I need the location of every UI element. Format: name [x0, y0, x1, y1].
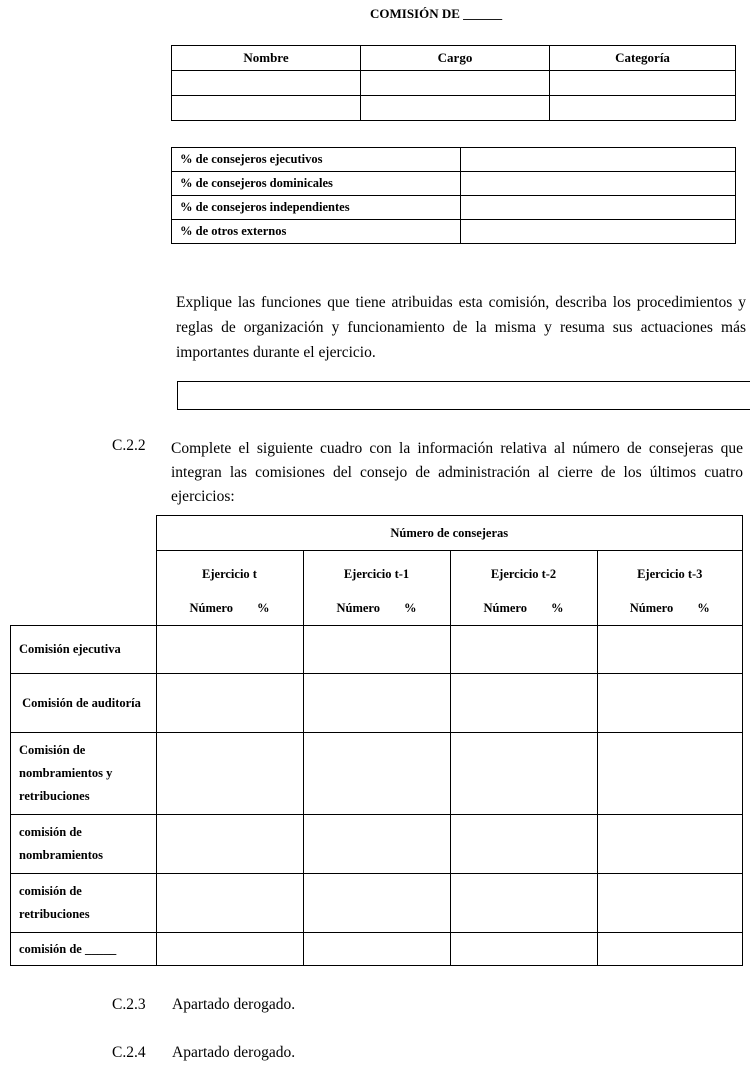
- row-label: % de consejeros independientes: [172, 196, 461, 220]
- column-header-cargo: Cargo: [361, 46, 550, 71]
- section-text: Apartado derogado.: [172, 1044, 296, 1061]
- section-number: C.2.3: [112, 996, 146, 1013]
- value-cell[interactable]: [156, 626, 303, 674]
- value-cell[interactable]: [450, 933, 597, 966]
- table-row: [172, 220, 736, 244]
- answer-field[interactable]: [177, 381, 750, 410]
- section-number: C.2.4: [112, 1044, 146, 1061]
- committee-label: comisión de _____: [11, 933, 157, 966]
- table-row: [172, 196, 736, 220]
- value-cell[interactable]: [461, 172, 736, 196]
- value-cell[interactable]: [156, 874, 303, 933]
- value-cell[interactable]: [156, 815, 303, 874]
- value-cell[interactable]: [156, 933, 303, 966]
- committee-label: Comisión de auditoría: [11, 674, 157, 733]
- cell-cargo[interactable]: [361, 71, 550, 96]
- value-cell[interactable]: [597, 626, 743, 674]
- table-row: [11, 626, 743, 674]
- value-cell[interactable]: [303, 933, 450, 966]
- cell-categoria[interactable]: [550, 96, 736, 121]
- subheader-number: Número: [189, 601, 233, 615]
- value-cell[interactable]: [597, 815, 743, 874]
- value-cell[interactable]: [597, 733, 743, 815]
- table-row: [11, 733, 743, 815]
- members-table: [171, 45, 736, 121]
- value-cell[interactable]: [450, 815, 597, 874]
- year-header: [303, 551, 450, 626]
- subheader-percent: %: [404, 601, 417, 615]
- value-cell[interactable]: [156, 733, 303, 815]
- women-directors-table: [10, 515, 743, 966]
- value-cell[interactable]: [303, 626, 450, 674]
- year-label: Ejercicio t-2: [490, 567, 557, 581]
- value-cell[interactable]: [597, 674, 743, 733]
- value-cell[interactable]: [450, 674, 597, 733]
- subheader-percent: %: [697, 601, 710, 615]
- value-cell[interactable]: [461, 196, 736, 220]
- table-row: [11, 933, 743, 966]
- section-title: COMISIÓN DE ______: [370, 6, 503, 21]
- value-cell[interactable]: [450, 733, 597, 815]
- blank-corner: [11, 516, 157, 626]
- composition-table: [171, 147, 736, 244]
- value-cell[interactable]: [303, 733, 450, 815]
- table-row: [11, 815, 743, 874]
- value-cell[interactable]: [461, 220, 736, 244]
- table-row: [172, 172, 736, 196]
- value-cell[interactable]: [597, 933, 743, 966]
- year-header: [597, 551, 743, 626]
- year-label: Ejercicio t-3: [637, 567, 703, 581]
- value-cell[interactable]: [156, 674, 303, 733]
- table-row: [11, 874, 743, 933]
- instruction-paragraph: Explique las funciones que tiene atribuidas esta comisión, describa los procedimientos y reglas de organización y funcionamiento de la misma y resuma sus actuaciones más importantes durante el ejercicio.: [176, 294, 746, 361]
- subheader-number: Número: [336, 601, 380, 615]
- table-header: Número de consejeras: [156, 516, 743, 551]
- cell-nombre[interactable]: [172, 96, 361, 121]
- value-cell[interactable]: [597, 874, 743, 933]
- value-cell[interactable]: [461, 148, 736, 172]
- column-header-categoria: Categoría: [550, 46, 736, 71]
- value-cell[interactable]: [303, 874, 450, 933]
- year-label: Ejercicio t-1: [343, 567, 410, 581]
- committee-label: comisión de nombramientos: [11, 815, 157, 874]
- table-row: [11, 674, 743, 733]
- cell-categoria[interactable]: [550, 71, 736, 96]
- committee-label: Comisión de nombramientos y retribuciones: [11, 733, 157, 815]
- subheader-percent: %: [551, 601, 564, 615]
- table-row: [172, 148, 736, 172]
- row-label: % de consejeros ejecutivos: [172, 148, 461, 172]
- table-row: [172, 71, 736, 96]
- section-text: Complete el siguiente cuadro con la información relativa al número de consejeras que integran las comisiones del consejo de administración al cierre de los últimos cuatro ejercicios:: [171, 440, 743, 505]
- committee-label: comisión de retribuciones: [11, 874, 157, 933]
- subheader-number: Número: [483, 601, 527, 615]
- column-header-nombre: Nombre: [172, 46, 361, 71]
- row-label: % de otros externos: [172, 220, 461, 244]
- row-label: % de consejeros dominicales: [172, 172, 461, 196]
- year-label: Ejercicio t: [202, 567, 257, 581]
- cell-nombre[interactable]: [172, 71, 361, 96]
- value-cell[interactable]: [303, 815, 450, 874]
- section-text: Apartado derogado.: [172, 996, 296, 1013]
- value-cell[interactable]: [303, 674, 450, 733]
- subheader-number: Número: [629, 601, 674, 615]
- year-header: [450, 551, 597, 626]
- year-header: [156, 551, 303, 626]
- table-row: [172, 96, 736, 121]
- value-cell[interactable]: [450, 874, 597, 933]
- subheader-percent: %: [257, 601, 270, 615]
- committee-label: Comisión ejecutiva: [11, 626, 157, 674]
- value-cell[interactable]: [450, 626, 597, 674]
- section-number: C.2.2: [112, 437, 146, 454]
- cell-cargo[interactable]: [361, 96, 550, 121]
